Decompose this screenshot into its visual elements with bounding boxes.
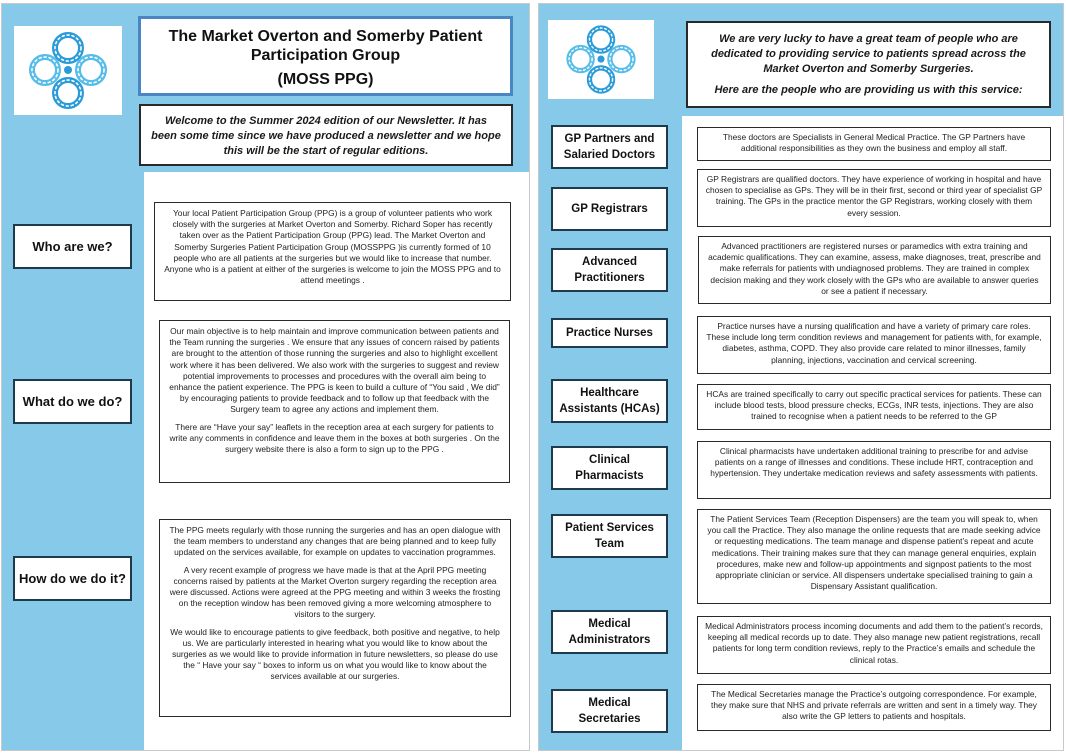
team-intro-text: We are very lucky to have a great team of people who are dedicated to providing service to patients spread across the Market Overton and Somerby Surgeries. (711, 33, 1026, 75)
role-label-patient-services-team: Patient Services Team (551, 514, 668, 558)
what-do-we-do-label: What do we do? (13, 379, 132, 424)
role-label-medical-secretaries: Medical Secretaries (551, 689, 668, 733)
role-text-medical-secretaries: The Medical Secretaries manage the Practice’s outgoing correspondence. For example, they make sure that NHS and private referrals are written and sent in a timely way. They also write the GP letters to patients and hospitals. (697, 684, 1051, 731)
role-text-gp-registrars: GP Registrars are qualified doctors. They have experience of working in hospital and have chosen to specialise as GPs. They will be in their first, second or third year of specialist GP training. The GPs in the practice mentor the GP Registrars, working closely with them every session. (697, 169, 1051, 227)
role-label-medical-administrators: Medical Administrators (551, 610, 668, 654)
role-label-advanced-practitioners: Advanced Practitioners (551, 248, 668, 292)
ppg-logo-right (548, 20, 654, 99)
role-label-healthcare-assistants: Healthcare Assistants (HCAs) (551, 379, 668, 423)
newsletter-subtitle: (MOSS PPG) (277, 71, 374, 88)
role-text-advanced-practitioners: Advanced practitioners are registered nurses or paramedics with extra training and academic qualifications. They can examine, assess, make diagnoses, treat, prescribe and make referrals for patients with undiagnosed problems. They are trained in complex decision making and they work closely with the GPs who are available to answer queries or see a patient if necessary. (698, 236, 1051, 304)
role-label-clinical-pharmacists: Clinical Pharmacists (551, 446, 668, 490)
how-do-we-do-it-text (159, 519, 511, 717)
who-are-we-text (154, 202, 511, 301)
ppg-logo (14, 26, 122, 115)
what-do-we-do-text (159, 320, 510, 483)
newsletter-title-box (138, 16, 513, 96)
role-text-gp-partners: These doctors are Specialists in General Medical Practice. The GP Partners have additional responsibilities as they own the business and employ all staff. (697, 127, 1051, 161)
how-do-we-do-it-paragraph-1: The PPG meets regularly with those running the surgeries and has an open dialogue with the team members to understand any changes that are being planned and to keep fully updated on the services available, for example on updates to vaccination programmes. (169, 525, 501, 558)
who-are-we-paragraph: Your local Patient Participation Group (PPG) is a group of volunteer patients who work closely with the surgeries at Market Overton and Somerby. Richard Soper has recently taken over as the Patient Participation Group (PPG) lead. The Market Overton and Somerby Surgeries Patient Participation Group (MOSSPPG )is currently formed of 10 people who are all patients at the surgeries but we would like to increase that number. Anyone who is a patient at either of the surgeries is welcome to join the MOSS PPG and to attend meetings . (164, 208, 501, 286)
what-do-we-do-paragraph-1: Our main objective is to help maintain and improve communication between patients and the Team running the surgeries . We ensure that any issues of concern raised by patients are brought to the attention of those running the surgeries and also to highlight excellent work where it has been delivered. We also work with the surgeries to suggest and review potential improvements to processes and procedures with the overall aim being to enhance the patient experience. The PPG is keen to build a culture of “You said , We did” by encouraging patients to provide feedback and to follow up that feedback with the Surgery team to agree any actions and implement them. (169, 326, 500, 415)
how-do-we-do-it-label: How do we do it? (13, 556, 132, 601)
newsletter-title: The Market Overton and Somerby Patient Participation Group (168, 28, 483, 64)
role-text-medical-administrators: Medical Administrators process incoming documents and add them to the patient’s records, keeping all medical records up to date. They also manage new patient registrations, recall patients for long term condition reviews, reply to the Practice’s emails and schedule the clinical rotas. (697, 616, 1051, 674)
role-text-practice-nurses: Practice nurses have a nursing qualification and have a variety of primary care roles. These include long term condition reviews and management for patients with, for example, diabetes, asthma, COPD. They also provide care related to minor illnesses, family planning, injections, vaccination and cervical screening. (697, 316, 1051, 374)
what-do-we-do-paragraph-2: There are “Have your say” leaflets in the reception area at each surgery for patients to write any comments in confidence and leave them in the boxes at both surgeries . On the surgery website there is also a form to sign up to the PPG . (169, 421, 500, 455)
role-text-healthcare-assistants: HCAs are trained specifically to carry out specific practical services for patients. These can include blood tests, blood pressure checks, ECGs, INR tests, injections. They are also trained to recognise when a patient needs to be referred to the GP (697, 384, 1051, 430)
left-page (1, 3, 530, 751)
role-text-clinical-pharmacists: Clinical pharmacists have undertaken additional training to prescribe for and advise patients on a range of illnesses and conditions. These include HRT, contraception and hypertension. They undertake medication reviews and safety assessments with patients. (697, 441, 1051, 499)
how-do-we-do-it-paragraph-2: A very recent example of progress we have made is that at the April PPG meeting concerns raised by patients at the Market Overton surgery regarding the reception area were discussed. Actions were agreed at the PPG meeting and within 3 weeks the frosting on the reception window has been removed giving a more welcoming atmosphere to visitors to the surgery. (169, 564, 501, 620)
welcome-text: Welcome to the Summer 2024 edition of our Newsletter. It has been some time since we have produced a newsletter and we hope this will be the start of regular editions. (151, 115, 501, 157)
right-page (538, 3, 1064, 751)
medical-cross-logo-icon (548, 20, 654, 99)
medical-cross-logo-icon (14, 26, 122, 115)
role-label-gp-registrars: GP Registrars (551, 187, 668, 231)
team-intro-box (686, 21, 1051, 108)
how-do-we-do-it-paragraph-3: We would like to encourage patients to give feedback, both positive and negative, to help us. We are particularly interested in hearing what you would like to know about the surgeries as we would like to provide information in future newsletters, so please do use the “ Have your say “ boxes to inform us on what you would like to know about the services available at our surgeries. (170, 626, 500, 682)
who-are-we-label: Who are we? (13, 224, 132, 269)
welcome-box (139, 104, 513, 166)
role-text-patient-services-team: The Patient Services Team (Reception Dispensers) are the team you will speak to, when you call the Practice. They also manage the online requests that are made seeking advice or requesting medications. The team manage and dispense patient’s repeat and acute medications. Their training makes sure that they can manage general enquiries, explain procedures, make new and follow-up appointments and signpost patients to the most appropriate clinician or service. All dispensers undertake specialised training to gain a Dispensary Assistant qualification. (697, 509, 1051, 604)
team-intro-line2: Here are the people who are providing us with this service: (714, 84, 1023, 96)
role-label-practice-nurses: Practice Nurses (551, 318, 668, 348)
role-label-gp-partners: GP Partners and Salaried Doctors (551, 125, 668, 169)
